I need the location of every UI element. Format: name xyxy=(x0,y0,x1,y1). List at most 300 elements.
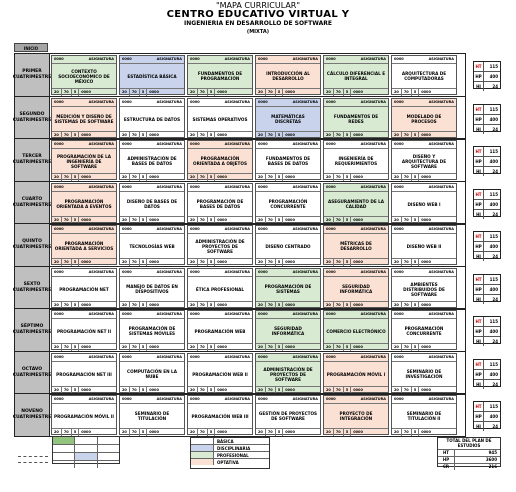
course-key: 0000 xyxy=(54,355,64,359)
course-name: ASEGURAMIENTO DE LA CALIDAD xyxy=(327,199,385,209)
legend-swatch xyxy=(191,445,214,451)
course-key: 0000 xyxy=(258,100,268,104)
course-hours xyxy=(52,428,116,436)
hours-b: 70 xyxy=(62,89,72,96)
semester-label: OCTAVO CUATRIMESTRE xyxy=(15,352,50,394)
total-label: HI xyxy=(474,380,484,389)
hours-c: 5 xyxy=(208,174,215,181)
course-name: PROGRAMACIÓN MÓVIL I xyxy=(326,371,386,377)
hours-b: 70 xyxy=(130,302,140,309)
hours-d: 0000 xyxy=(81,388,91,392)
course-name: SEGURIDAD INFORMÁTICA xyxy=(339,284,373,294)
course-key: 0000 xyxy=(258,312,268,316)
course-header xyxy=(52,56,116,64)
hours-b: 70 xyxy=(130,387,140,394)
course-hours xyxy=(392,258,456,266)
course-type: ASIGNATURA xyxy=(428,142,454,146)
start-label: INICIO xyxy=(14,43,48,52)
hours-a: 20 xyxy=(324,344,334,351)
course-hours xyxy=(392,173,456,181)
hours-a: 20 xyxy=(324,174,334,181)
hours-d: 0000 xyxy=(81,345,91,349)
course-name: SEMINARIO DE TITULACIÓN II xyxy=(406,411,442,421)
course-name: ESTADÍSTICA BÁSICA xyxy=(127,73,177,79)
hours-b: 70 xyxy=(402,132,412,139)
course-cell[interactable] xyxy=(323,140,389,180)
course-cell[interactable] xyxy=(255,55,321,95)
course-header xyxy=(120,56,184,64)
course-type: ASIGNATURA xyxy=(428,185,454,189)
hours-b: 70 xyxy=(266,174,276,181)
semester-total-row xyxy=(474,115,500,125)
hours-b: 70 xyxy=(130,174,140,181)
hours-a: 20 xyxy=(188,132,198,139)
course-key: 0000 xyxy=(54,100,64,104)
hours-a: 20 xyxy=(324,429,334,436)
course-header xyxy=(120,226,184,234)
course-key: 0000 xyxy=(394,57,404,61)
course-name: FUNDAMENTOS DE BASES DE DATOS xyxy=(265,156,311,166)
hours-a: 20 xyxy=(392,217,402,224)
total-value: 24 xyxy=(492,339,498,344)
total-value: 115 xyxy=(489,277,498,282)
semester-label: SÉPTIMO CUATRIMESTRE xyxy=(15,309,50,351)
course-type: ASIGNATURA xyxy=(428,397,454,401)
total-value: 24 xyxy=(492,127,498,132)
hours-b: 70 xyxy=(266,344,276,351)
course-key: 0000 xyxy=(258,185,268,189)
plan-total-label: HT xyxy=(438,450,455,456)
hours-d: 0000 xyxy=(421,218,431,222)
course-cell[interactable] xyxy=(187,353,253,393)
hours-a: 20 xyxy=(256,259,266,266)
course-cell[interactable] xyxy=(255,140,321,180)
course-name: PROGRAMACIÓN DE SISTEMAS xyxy=(264,284,312,294)
course-cell[interactable] xyxy=(119,140,185,180)
course-cell[interactable] xyxy=(391,183,457,223)
hours-c: 5 xyxy=(412,302,419,309)
total-value: 24 xyxy=(492,212,498,217)
course-header xyxy=(188,396,252,404)
total-label: HT xyxy=(474,402,484,411)
hours-b: 70 xyxy=(334,217,344,224)
course-type: ASIGNATURA xyxy=(224,227,250,231)
course-cell[interactable] xyxy=(391,55,457,95)
course-cell[interactable] xyxy=(51,183,117,223)
course-cell[interactable] xyxy=(51,310,117,350)
course-cell[interactable] xyxy=(119,395,185,435)
semester-total-row xyxy=(474,147,500,157)
course-header xyxy=(392,396,456,404)
hours-a: 20 xyxy=(324,259,334,266)
hours-c: 5 xyxy=(412,174,419,181)
course-cell[interactable] xyxy=(119,310,185,350)
course-name: PROGRAMACIÓN DE LA INGENIERÍA DE SOFTWARE xyxy=(56,153,112,169)
course-cell[interactable] xyxy=(119,98,185,138)
total-value: 400 xyxy=(489,287,498,292)
hours-c: 5 xyxy=(208,387,215,394)
course-header xyxy=(324,99,388,107)
course-type: ASIGNATURA xyxy=(292,57,318,61)
course-name: SEGURIDAD INFORMÁTICA xyxy=(271,326,305,336)
legend-label: PROFESIONAL xyxy=(217,452,249,458)
hours-c: 5 xyxy=(72,174,79,181)
plan-totals-box xyxy=(437,437,501,467)
course-cell[interactable] xyxy=(187,395,253,435)
hours-a: 20 xyxy=(120,429,130,436)
hours-b: 70 xyxy=(266,89,276,96)
course-name: PROGRAMACIÓN NET III xyxy=(56,371,112,377)
hours-d: 0000 xyxy=(81,260,91,264)
semester-label: PRIMER CUATRIMESTRE xyxy=(15,54,50,96)
course-header xyxy=(256,311,320,319)
hours-b: 70 xyxy=(130,259,140,266)
course-header xyxy=(392,226,456,234)
course-type: ASIGNATURA xyxy=(88,185,114,189)
hours-b: 70 xyxy=(402,174,412,181)
total-value: 115 xyxy=(489,404,498,409)
hours-d: 0000 xyxy=(285,90,295,94)
course-cell[interactable] xyxy=(187,268,253,308)
hours-c: 5 xyxy=(72,132,79,139)
legend-row xyxy=(53,453,119,461)
hours-b: 70 xyxy=(334,302,344,309)
course-name: COMERCIO ELECTRÓNICO xyxy=(326,328,386,334)
hours-a: 20 xyxy=(324,302,334,309)
course-cell[interactable] xyxy=(323,310,389,350)
course-type: ASIGNATURA xyxy=(428,355,454,359)
course-key: 0000 xyxy=(326,312,336,316)
total-value: 400 xyxy=(489,117,498,122)
hours-a: 20 xyxy=(392,344,402,351)
hours-b: 70 xyxy=(198,132,208,139)
course-name: PROGRAMACIÓN WEB III xyxy=(191,413,249,419)
total-value: 400 xyxy=(489,202,498,207)
course-name: DISEÑO Y ARQUITECTURA DE SOFTWARE xyxy=(401,153,447,169)
semester-row xyxy=(14,308,466,352)
course-cell[interactable] xyxy=(119,353,185,393)
course-name: FUNDAMENTOS DE REDES xyxy=(333,114,379,124)
course-type: ASIGNATURA xyxy=(292,355,318,359)
course-type: ASIGNATURA xyxy=(360,397,386,401)
course-key: 0000 xyxy=(54,142,64,146)
hours-a: 20 xyxy=(392,174,402,181)
hours-d: 0000 xyxy=(81,430,91,434)
course-cell[interactable] xyxy=(323,183,389,223)
course-type: ASIGNATURA xyxy=(156,57,182,61)
course-header xyxy=(324,354,388,362)
course-type: ASIGNATURA xyxy=(156,355,182,359)
course-key: 0000 xyxy=(190,100,200,104)
semester-total-row xyxy=(474,412,500,422)
header-line-3: INGENIERIA EN DESARROLLO DE SOFTWARE xyxy=(184,20,332,27)
course-name: PROGRAMACIÓN NET II xyxy=(56,328,112,334)
course-cell[interactable] xyxy=(187,183,253,223)
course-cell[interactable] xyxy=(391,310,457,350)
hours-d: 0000 xyxy=(149,430,159,434)
course-header xyxy=(52,354,116,362)
course-header xyxy=(52,99,116,107)
hours-d: 0000 xyxy=(81,303,91,307)
course-header xyxy=(120,311,184,319)
course-type: ASIGNATURA xyxy=(224,185,250,189)
course-header xyxy=(392,141,456,149)
semester-total-row xyxy=(474,242,500,252)
course-cell[interactable] xyxy=(255,183,321,223)
total-label: HT xyxy=(474,232,484,241)
course-cell[interactable] xyxy=(391,140,457,180)
hours-a: 20 xyxy=(256,429,266,436)
course-cell[interactable] xyxy=(119,55,185,95)
course-hours xyxy=(392,428,456,436)
course-cell[interactable] xyxy=(51,395,117,435)
hours-a: 20 xyxy=(120,344,130,351)
course-cell[interactable] xyxy=(391,353,457,393)
course-key: 0000 xyxy=(122,57,132,61)
hours-b: 70 xyxy=(130,217,140,224)
course-cell[interactable] xyxy=(391,225,457,265)
course-name: PROGRAMACIÓN CONCURRENTE xyxy=(268,199,308,209)
course-name: PROGRAMACIÓN WEB xyxy=(194,328,246,334)
total-label: HI xyxy=(474,252,484,261)
hours-a: 20 xyxy=(256,302,266,309)
course-cell[interactable] xyxy=(391,98,457,138)
course-cell[interactable] xyxy=(51,225,117,265)
semester-totals xyxy=(473,401,501,429)
legend-label: OPTATIVA xyxy=(217,459,239,465)
course-header xyxy=(392,354,456,362)
hours-c: 5 xyxy=(344,259,351,266)
semester-total-row xyxy=(474,105,500,115)
course-cell[interactable] xyxy=(187,140,253,180)
course-header xyxy=(256,141,320,149)
course-type: ASIGNATURA xyxy=(156,270,182,274)
hours-b: 70 xyxy=(62,387,72,394)
course-cell[interactable] xyxy=(51,140,117,180)
hours-a: 20 xyxy=(52,174,62,181)
hours-d: 0000 xyxy=(217,303,227,307)
course-hours xyxy=(52,258,116,266)
semester-total-row xyxy=(474,327,500,337)
course-key: 0000 xyxy=(54,227,64,231)
course-cell[interactable] xyxy=(323,268,389,308)
course-cell[interactable] xyxy=(51,55,117,95)
course-hours xyxy=(188,428,252,436)
course-header xyxy=(256,226,320,234)
course-cell[interactable] xyxy=(119,268,185,308)
course-hours xyxy=(120,173,184,181)
course-cell[interactable] xyxy=(323,98,389,138)
course-name: PROGRAMACIÓN DE SISTEMAS MÓVILES xyxy=(128,326,176,336)
legend-item xyxy=(191,445,269,452)
course-key: 0000 xyxy=(54,57,64,61)
course-type: ASIGNATURA xyxy=(360,312,386,316)
course-cell[interactable] xyxy=(323,55,389,95)
course-header xyxy=(256,396,320,404)
total-value: 115 xyxy=(489,107,498,112)
hours-a: 20 xyxy=(188,429,198,436)
hours-a: 20 xyxy=(256,217,266,224)
course-key: 0000 xyxy=(190,312,200,316)
course-hours xyxy=(52,88,116,96)
hours-b: 70 xyxy=(402,429,412,436)
course-hours xyxy=(392,88,456,96)
hours-c: 5 xyxy=(72,387,79,394)
total-value: 115 xyxy=(489,362,498,367)
hours-a: 20 xyxy=(188,89,198,96)
total-value: 400 xyxy=(489,329,498,334)
course-cell[interactable] xyxy=(391,395,457,435)
course-cell[interactable] xyxy=(323,225,389,265)
hours-c: 5 xyxy=(412,387,419,394)
course-key: 0000 xyxy=(258,397,268,401)
course-key: 0000 xyxy=(394,312,404,316)
hours-c: 5 xyxy=(276,89,283,96)
course-cell[interactable] xyxy=(51,353,117,393)
course-cell[interactable] xyxy=(255,353,321,393)
course-cell[interactable] xyxy=(255,268,321,308)
hours-a: 20 xyxy=(324,217,334,224)
course-header xyxy=(52,311,116,319)
course-cell[interactable] xyxy=(323,395,389,435)
hours-b: 70 xyxy=(198,174,208,181)
semester-row xyxy=(14,223,466,267)
course-cell[interactable] xyxy=(187,98,253,138)
header-line-4: (MIXTA) xyxy=(246,29,270,35)
course-key: 0000 xyxy=(258,57,268,61)
hours-c: 5 xyxy=(412,217,419,224)
course-cell[interactable] xyxy=(323,353,389,393)
hours-c: 5 xyxy=(276,217,283,224)
course-key: 0000 xyxy=(190,227,200,231)
course-key: 0000 xyxy=(54,312,64,316)
hours-b: 70 xyxy=(62,217,72,224)
course-header xyxy=(120,354,184,362)
course-header xyxy=(52,396,116,404)
hours-a: 20 xyxy=(392,387,402,394)
hours-c: 5 xyxy=(412,429,419,436)
hours-d: 0000 xyxy=(421,260,431,264)
course-header xyxy=(120,184,184,192)
total-value: 400 xyxy=(489,159,498,164)
course-hours xyxy=(256,173,320,181)
course-cell[interactable] xyxy=(119,183,185,223)
hours-b: 70 xyxy=(62,259,72,266)
total-label: HI xyxy=(474,82,484,91)
semester-totals xyxy=(473,61,501,89)
course-cell[interactable] xyxy=(255,395,321,435)
hours-b: 70 xyxy=(334,259,344,266)
hours-c: 5 xyxy=(344,174,351,181)
hours-a: 20 xyxy=(188,174,198,181)
course-key: 0000 xyxy=(394,185,404,189)
hours-b: 70 xyxy=(130,429,140,436)
course-cell[interactable] xyxy=(391,268,457,308)
hours-d: 0000 xyxy=(81,133,91,137)
total-label: HI xyxy=(474,125,484,134)
course-key: 0000 xyxy=(258,227,268,231)
semester-total-row xyxy=(474,295,500,304)
hours-c: 5 xyxy=(276,174,283,181)
legend-label: DISCIPLINARIA xyxy=(217,445,251,451)
course-type: ASIGNATURA xyxy=(224,57,250,61)
course-hours xyxy=(52,343,116,351)
course-key: 0000 xyxy=(326,185,336,189)
semester-label: TERCER CUATRIMESTRE xyxy=(15,139,50,181)
course-type: ASIGNATURA xyxy=(88,397,114,401)
document-header xyxy=(0,1,516,37)
semester-totals xyxy=(473,231,501,259)
course-hours xyxy=(324,343,388,351)
total-label: HT xyxy=(474,190,484,199)
course-type: ASIGNATURA xyxy=(88,100,114,104)
course-type: ASIGNATURA xyxy=(292,100,318,104)
course-key: 0000 xyxy=(394,270,404,274)
course-name: PROGRAMACIÓN DE BASES DE DATOS xyxy=(196,199,244,209)
total-label: HP xyxy=(474,327,484,336)
course-name: SISTEMAS OPERATIVOS xyxy=(192,116,248,122)
plan-total-value: 945 xyxy=(488,450,497,455)
semester-label: CUARTO CUATRIMESTRE xyxy=(15,182,50,224)
legend-swatch xyxy=(191,459,214,465)
semester-total-row xyxy=(474,422,500,431)
total-label: HP xyxy=(474,115,484,124)
course-type: ASIGNATURA xyxy=(428,312,454,316)
course-cell[interactable] xyxy=(187,55,253,95)
course-cell[interactable] xyxy=(51,98,117,138)
hours-a: 20 xyxy=(188,387,198,394)
course-type: ASIGNATURA xyxy=(88,142,114,146)
hours-d: 0000 xyxy=(81,90,91,94)
course-type: ASIGNATURA xyxy=(156,142,182,146)
plan-total-label: HP xyxy=(438,457,455,463)
course-type: ASIGNATURA xyxy=(292,270,318,274)
course-cell[interactable] xyxy=(255,98,321,138)
course-type: ASIGNATURA xyxy=(292,227,318,231)
course-key: 0000 xyxy=(326,270,336,274)
hours-b: 70 xyxy=(62,132,72,139)
course-header xyxy=(324,269,388,277)
course-type: ASIGNATURA xyxy=(360,270,386,274)
course-key: 0000 xyxy=(258,355,268,359)
course-cell[interactable] xyxy=(187,225,253,265)
course-type: ASIGNATURA xyxy=(88,312,114,316)
course-key: 0000 xyxy=(122,100,132,104)
course-cell[interactable] xyxy=(255,310,321,350)
hours-a: 20 xyxy=(392,429,402,436)
hours-c: 5 xyxy=(208,302,215,309)
course-name: COMPUTACIÓN EN LA NUBE xyxy=(127,369,177,379)
course-name: PROGRAMACIÓN ORIENTADA A SERVICIOS xyxy=(54,241,114,251)
hours-d: 0000 xyxy=(421,133,431,137)
total-label: HI xyxy=(474,210,484,219)
course-cell[interactable] xyxy=(255,225,321,265)
legend-swatch xyxy=(191,452,214,458)
hours-c: 5 xyxy=(72,429,79,436)
hours-d: 0000 xyxy=(285,388,295,392)
hours-a: 20 xyxy=(392,89,402,96)
course-key: 0000 xyxy=(394,227,404,231)
semester-totals xyxy=(473,146,501,174)
course-hours xyxy=(256,428,320,436)
course-cell[interactable] xyxy=(119,225,185,265)
course-header xyxy=(120,396,184,404)
course-cell[interactable] xyxy=(187,310,253,350)
semester-label: QUINTO CUATRIMESTRE xyxy=(15,224,50,266)
semester-row xyxy=(14,351,466,395)
course-key: 0000 xyxy=(394,355,404,359)
course-cell[interactable] xyxy=(51,268,117,308)
